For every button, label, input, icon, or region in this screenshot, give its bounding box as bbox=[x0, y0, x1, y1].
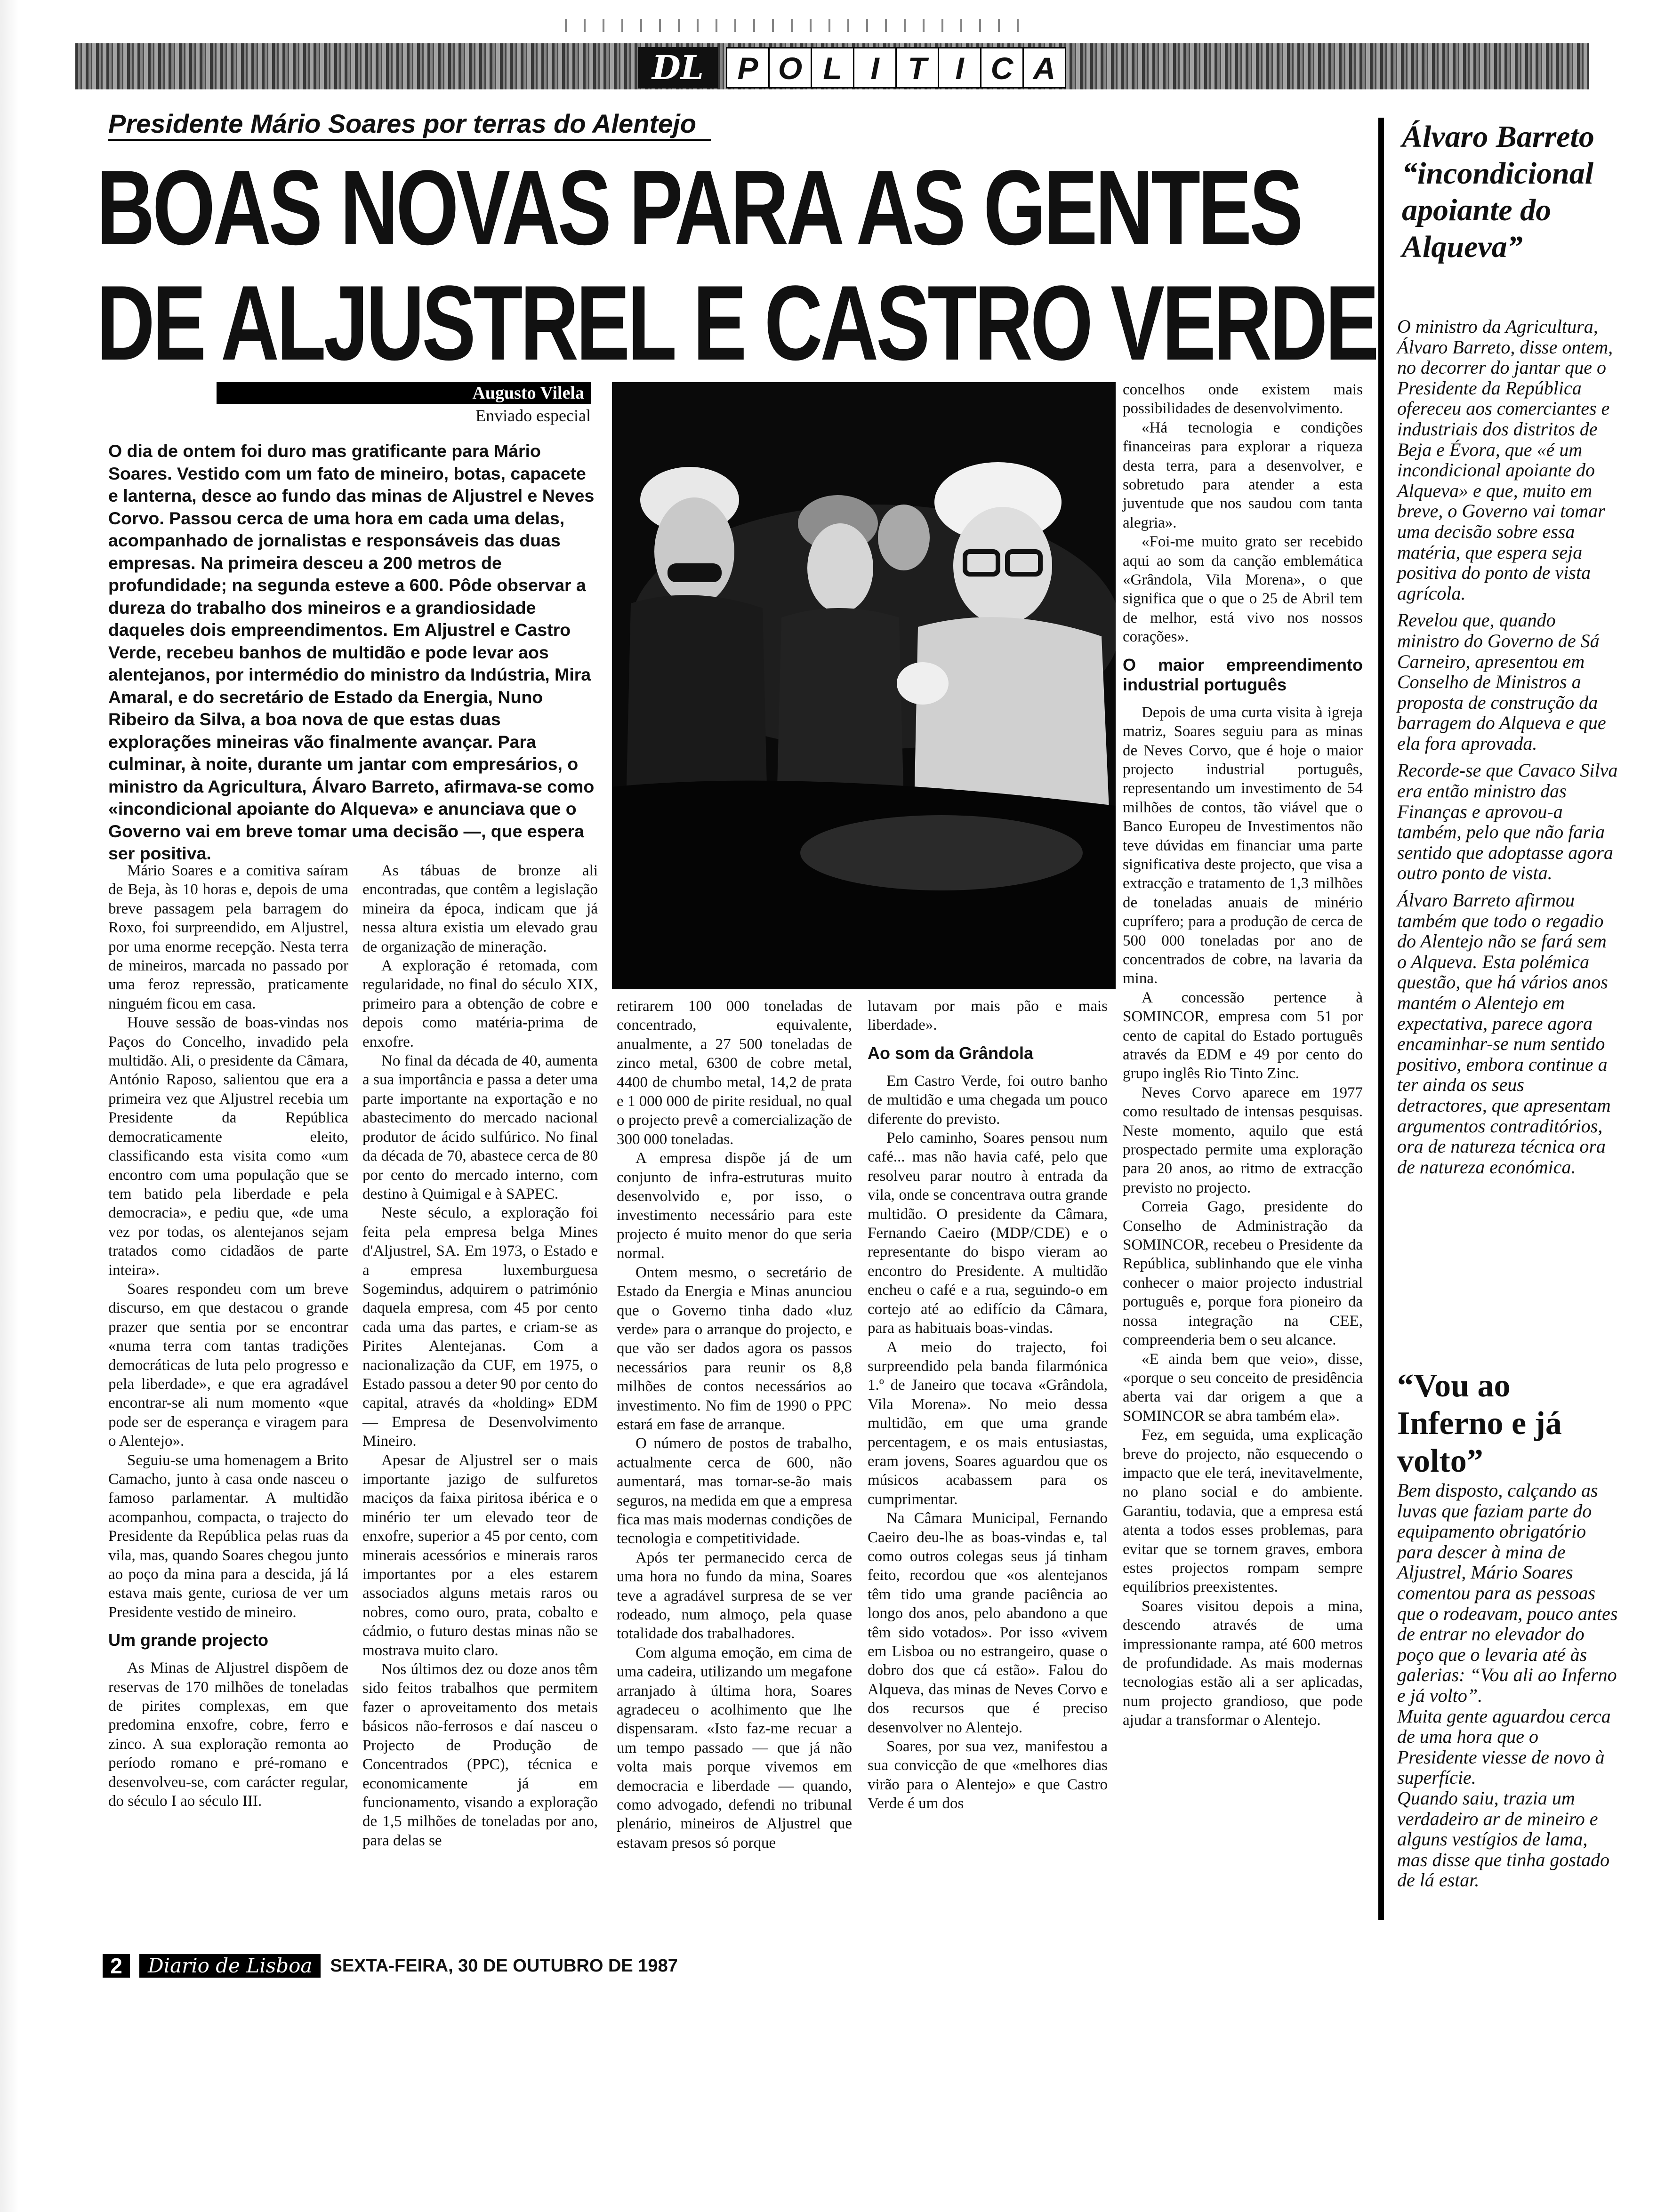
paragraph: «Foi-me muito grato ser recebido aqui ao som da canção emblemática «Grândola, Vila Morena», o que significa que o que o 25 de Abril tem de melhor, está vivo nos nossos corações». bbox=[1123, 533, 1363, 646]
article-column-2 bbox=[362, 861, 598, 1850]
paragraph: A exploração é retomada, com regularidade, no final do século XIX, primeiro para a obtenção de cobre e depois como matéria-prima de enxofre. bbox=[362, 957, 598, 1050]
subheading: Um grande projecto bbox=[108, 1630, 269, 1650]
sidebar-paragraph: O ministro da Agricultura, Álvaro Barreto, disse ontem, no decorrer do jantar que o Presidente da República ofereceu aos comerciantes e industriais dos distritos de Beja e Évora, que «é um incondicional apoiante do Alqueva» e que, muito em breve, o Governo vai tomar uma decisão sobre essa matéria, que espera seja positiva do ponto de vista agrícola. bbox=[1397, 316, 1613, 604]
paragraph: A empresa dispõe já de um conjunto de infra-estruturas muito desenvolvido e, por isso, o investimento necessário para este projecto é muito menor do que seria normal. bbox=[617, 1150, 852, 1262]
paragraph: concelhos onde existem mais possibilidades de desenvolvimento. bbox=[1123, 381, 1363, 417]
paragraph: O número de postos de trabalho, actualmente cerca de 600, não aumentará, mas tornar-se-ão mais seguros, na medida em que a empresa fica mas mais modernas condições de tecnologia e competitividade. bbox=[617, 1435, 852, 1547]
sidebar-body bbox=[1397, 316, 1618, 1184]
section-letter: O bbox=[768, 47, 812, 88]
paragraph: lutavam por mais pão e mais liberdade». bbox=[868, 998, 1108, 1034]
subheading: Ao som da Grândola bbox=[868, 1043, 1034, 1063]
paragraph: No final da década de 40, aumenta a sua importância e passa a deter uma parte importante na exportação e no abastecimento do mercado nacional produtor de ácido sulfúrico. No final da década de 70, abastece cerca de 80 por cento do mercado interno, com destino à Quimigal e à SAPEC. bbox=[362, 1052, 598, 1202]
paragraph: retirarem 100 000 toneladas de concentrado, equivalente, anualmente, a 27 500 toneladas de zinco metal, 6300 de cobre metal, 4400 de chumbo metal, 14,2 de prata e 1 000 000 de pirite residual, no qual o projecto prevê a comercialização de 300 000 toneladas. bbox=[617, 998, 852, 1148]
paragraph: Nos últimos dez ou doze anos têm sido feitos trabalhos que permitem fazer o aproveitamento dos metais básicos não-ferrosos e daí nasceu o Projecto de Produção de Concentrados (PPC), técnica e economicamente já em funcionamento, visando a exploração de 1,5 milhões de toneladas por ano, para delas se bbox=[362, 1661, 598, 1849]
sidebar-quote-body bbox=[1397, 1480, 1618, 1891]
paragraph: «Há tecnologia e condições financeiras para explorar a riqueza desta terra, para a desenvolver, e sobretudo para atender a esta juventude que nos saudou com tanta alegria». bbox=[1123, 419, 1363, 531]
paragraph: As Minas de Aljustrel dispõem de reservas de 170 milhões de toneladas de pirites complexas, em que predomina enxofre, cobre, ferro e zinco. A sua exploração remonta ao período romano e pré-romano e desenvolveu-se, com carácter regular, do século I ao século III. bbox=[108, 1659, 348, 1810]
article-column-1 bbox=[108, 861, 348, 1811]
paragraph: Houve sessão de boas-vindas nos Paços do Concelho, invadido pela multidão. Ali, o presidente da Câmara, António Raposo, salientou que era a primeira vez que Aljustrel recebia um Presidente da República democraticamente eleito, classificando esta visita como «um encontro com uma população que se tem batido pela liberdade e pela democracia», e pediu que, «de uma vez por todas, os alentejanos sejam tratados como cidadãos de parte inteira». bbox=[108, 1014, 348, 1279]
paragraph: Na Câmara Municipal, Fernando Caeiro deu-lhe as boas-vindas e, tal como outros colegas seus já tinham feito, recordou que «os alentejanos têm tido uma grande paciência ao longo dos anos, pelo abandono a que têm sido votados». Por isso «vivem em Lisboa ou no estrangeiro, quase o dobro dos que cá estão». Falou do Alqueva, das minas de Neves Corvo e dos recursos que é preciso desenvolver no Alentejo. bbox=[868, 1510, 1108, 1736]
article-column-4 bbox=[868, 997, 1108, 1813]
paragraph: Ontem mesmo, o secretário de Estado da Energia e Minas anunciou que o Governo tinha dado «luz verde» para o arranque do projecto, e que vão ser dados agora os passos necessários para reunir os 8,8 milhões de contos necessários ao investimento. No fim de 1990 o PPC estará em fase de arranque. bbox=[617, 1264, 852, 1433]
paragraph: Após ter permanecido cerca de uma hora no fundo da mina, Soares teve a agradável surpresa de se ver rodeado, num almoço, pela quase totalidade dos trabalhadores. bbox=[617, 1549, 852, 1643]
headline-line-2: DE ALJUSTREL E CASTRO VERDE bbox=[97, 263, 1377, 382]
paragraph: Fez, em seguida, uma explicação breve do projecto, não esquecendo o impacto que ele terá, inevitavelmente, no plano social e do ambiente. Garantiu, todavia, que a empresa está atenta a todos esses problemas, para evitar que se tornem graves, embora estes projectos rompam sempre equilíbrios preexistentes. bbox=[1123, 1427, 1363, 1596]
lead-paragraph: O dia de ontem foi duro mas gratificante para Mário Soares. Vestido com um fato de mineiro, botas, capacete e lanterna, desce ao fundo das minas de Aljustrel e Neves Corvo. Passou cerca de uma hora em cada uma delas, acompanhado de jornalistas e responsáveis das duas empresas. Na primeira desceu a 200 metros de profundidade; na segunda esteve a 600. Pôde observar a dureza do trabalho dos mineiros e a grandiosidade daqueles dois empreendimentos. Em Aljustrel e Castro Verde, recebeu banhos de multidão e pode levar aos alentejanos, por intermédio do ministro da Indústria, Mira Amaral, e do secretário de Estado da Energia, Nuno Ribeiro da Silva, a boa nova de que estas duas explorações mineiras vão finalmente avançar. Para culminar, à noite, durante um jantar com empresários, o ministro da Agricultura, Álvaro Barreto, afirmava-se como «incondicional apoiante do Alqueva» e anunciava que o Governo vai em breve tomar uma decisão —, que espera ser positiva. bbox=[108, 441, 595, 863]
section-letter: T bbox=[895, 47, 939, 88]
subheading: O maior empreendimento industrial português bbox=[1123, 655, 1363, 694]
section-letter: I bbox=[938, 47, 981, 88]
byline-role: Enviado especial bbox=[475, 406, 591, 425]
sidebar-paragraph: Revelou que, quando ministro do Governo de Sá Carneiro, apresentou em Conselho de Ministros a proposta de construção da barragem do Alqueva e que ela fora aprovada. bbox=[1397, 609, 1606, 754]
section-letter: C bbox=[980, 47, 1024, 88]
article-column-5 bbox=[1123, 380, 1363, 1730]
paragraph: Depois de uma curta visita à igreja matriz, Soares seguiu para as minas de Neves Corvo, que é hoje o maior projecto industrial português, representando um investimento de 54 milhões de contos, tão viável que o Banco Europeu de Investimentos não teve dúvidas em financiar uma parte significativa deste projecto, que visa a extracção e tratamento de 1,3 milhões de toneladas anuais de minério cuprífero; para a produção de cerca de 500 000 toneladas por ano de concentrados de cobre, na lavaria da mina. bbox=[1123, 704, 1363, 987]
kicker: Presidente Mário Soares por terras do Alentejo bbox=[108, 109, 696, 138]
section-letter: L bbox=[811, 47, 854, 88]
sidebar-divider bbox=[1378, 118, 1384, 1920]
paragraph: Soares respondeu com um breve discurso, em que destacou o grande prazer que sentia por se encontrar «numa terra com tantas tradições democráticas de luta pelo progresso e pela liberdade», e que era agradável encontrar-se ali num momento «que pode ser de esperança e viragem para o Alentejo». bbox=[108, 1280, 348, 1450]
headline bbox=[97, 148, 1377, 382]
paragraph: Soares, por sua vez, manifestou a sua convicção de que «melhores dias virão para o Alentejo» e que Castro Verde é um dos bbox=[868, 1738, 1108, 1812]
section-tag-politica bbox=[727, 47, 1066, 88]
paragraph: Seguiu-se uma homenagem a Brito Camacho, junto à casa onde nasceu o famoso parlamentar. A multidão acompanhou, compacta, o trajecto do Presidente da República pelas ruas da vila, mas, quando Soares chegou junto ao poço da mina para a descida, já lá estava mais gente, curiosa de ver um Presidente vestido de mineiro. bbox=[108, 1451, 348, 1621]
paragraph: A meio do trajecto, foi surpreendido pela banda filarmónica 1.º de Janeiro que tocava «Grândola, Vila Morena». No meio dessa multidão, em que uma grande percentagem, e os mais entusiastas, eram jovens, Soares aguardou que os músicos acabassem para os cumprimentar. bbox=[868, 1338, 1108, 1508]
paragraph: Correia Gago, presidente do Conselho de Administração da SOMINCOR, recebeu o Presidente da República, sublinhando que ele vinha conhecer o maior projecto industrial português e, porque fora pioneiro da nossa integração na CEE, compreenderia bem o seu alcance. bbox=[1123, 1198, 1363, 1349]
page-footer bbox=[103, 1954, 678, 1978]
paragraph: Neves Corvo aparece em 1977 como resultado de intensas pesquisas. Neste momento, aquilo que está prospectado permite uma exploração para 20 anos, ao ritmo de extracção previsto no projecto. bbox=[1123, 1084, 1363, 1196]
news-photo-miners bbox=[612, 382, 1116, 989]
paragraph: Neste século, a exploração foi feita pela empresa belga Mines d'Aljustrel, SA. Em 1973, o Estado e a empresa luxemburguesa Sogemindus, adquirem o património daquela empresa, com 45 por cento cada uma das partes, e criam-se as Pirites Alentejanas. Com a nacionalização da CUF, em 1975, o Estado passou a deter 90 por cento do capital, através da «holding» EDM — Empresa de Desenvolvimento Mineiro. bbox=[362, 1204, 598, 1450]
newspaper-name: Diario de Lisboa bbox=[139, 1954, 321, 1978]
paragraph: Com alguma emoção, em cima de uma cadeira, utilizando um megafone arranjado à última hora, Soares agradeceu o acolhimento que lhe dispensaram. «Isto faz-me recuar a um tempo passado — que já não volta mais porque vivemos em democracia e liberdade — quando, como advogado, defendi no tribunal plenário, mineiros de Aljustrel que estavam presos só porque bbox=[617, 1644, 852, 1851]
article-column-3 bbox=[617, 997, 852, 1852]
header-top-rule bbox=[565, 19, 1036, 32]
paragraph: Pelo caminho, Soares pensou num café... mas não havia café, pelo que resolveu parar noutro à entrada da vila, onde se concentrava outra grande multidão. O presidente da Câmara, Fernando Caeiro (MDP/CDE) e o representante do bispo vieram ao encontro do Presidente. A multidão encheu o café e a rua, seguindo-o em cortejo até ao edifício da Câmara, para as habituais boas-vindas. bbox=[868, 1130, 1108, 1337]
section-letter: A bbox=[1022, 47, 1066, 88]
byline-author: Augusto Vilela bbox=[217, 382, 591, 404]
newspaper-logo: DL bbox=[638, 47, 718, 88]
section-letter: P bbox=[726, 47, 770, 88]
sidebar-paragraph: Álvaro Barreto afirmou também que todo o regadio do Alentejo não se fará sem o Alqueva. Esta polémica questão, que há vários anos mantém o Alentejo em expectativa, parece agora encaminhar-se num sentido positivo, embora continue a ter ainda os seus detractores, que apresentam argumentos contraditórios, ora de natureza técnica ora de natureza económica. bbox=[1397, 890, 1611, 1178]
paragraph: As tábuas de bronze ali encontradas, que contêm a legislação mineira da época, indicam que já nessa altura existia um elevado grau de organização de mineração. bbox=[362, 862, 598, 955]
paragraph: «E ainda bem que veio», disse, «porque o seu conceito de presidência aberta vai dar origem a que a SOMINCOR se abra também ela». bbox=[1123, 1350, 1363, 1425]
sidebar-paragraph: Bem disposto, calçando as luvas que faziam parte do equipamento obrigatório para descer à mina de Aljustrel, Mário Soares comentou para as pessoas que o rodeavam, pouco antes de entrar no elevador do poço que o levaria até às galerias: “Vou ali ao Inferno e já volto”. bbox=[1397, 1480, 1618, 1706]
paragraph: A concessão pertence à SOMINCOR, empresa com 51 por cento de capital do Estado português através da EDM e 49 por cento do grupo inglês Rio Tinto Zinc. bbox=[1123, 989, 1363, 1082]
scan-edge bbox=[0, 0, 19, 2212]
paragraph: Mário Soares e a comitiva saíram de Beja, às 10 horas e, depois de uma breve passagem pela barragem do Roxo, foi surpreendido, em Aljustrel, por uma enorme recepção. Nesta terra de mineiros, marcada no passado por uma feroz repressão, praticamente ninguém ficou em casa. bbox=[108, 862, 348, 1012]
kicker-underline bbox=[108, 139, 711, 141]
sidebar-title: Álvaro Barreto “incondicional apoiante do Alqueva” bbox=[1402, 120, 1594, 264]
page-number: 2 bbox=[103, 1954, 130, 1978]
photo-illustration bbox=[612, 382, 1116, 989]
paragraph: Soares visitou depois a mina, descendo através de uma impressionante rampa, até 600 metros de profundidade. As mais modernas tecnologias estão ali a ser aplicadas, num projecto grandioso, que pode ajudar a transformar o Alentejo. bbox=[1123, 1597, 1363, 1729]
section-letter: I bbox=[853, 47, 897, 88]
headline-line-1: BOAS NOVAS PARA AS GENTES bbox=[97, 148, 1301, 267]
issue-date: SEXTA-FEIRA, 30 DE OUTUBRO DE 1987 bbox=[330, 1956, 678, 1976]
sidebar-quote-title: “Vou ao Inferno e já volto” bbox=[1397, 1368, 1562, 1479]
paragraph: Apesar de Aljustrel ser o mais importante jazigo de sulfuretos maciços da faixa piritosa ibérica e o minério ter um elevado teor de enxofre, superior a 45 por cento, com minerais acessórios e minerais raros importantes por a eles estarem associados alguns metais raros ou nobres, como ouro, prata, cobalto e cádmio, o futuro destas minas não se mostrava muito claro. bbox=[362, 1451, 598, 1659]
sidebar-paragraph: Recorde-se que Cavaco Silva era então ministro das Finanças e aprovou-a também, pelo que não faria sentido que adoptasse agora outro ponto de vista. bbox=[1397, 760, 1618, 884]
paragraph: Em Castro Verde, foi outro banho de multidão e uma chegada um pouco diferente do previsto. bbox=[868, 1072, 1108, 1128]
sidebar-paragraph: Quando saiu, trazia um verdadeiro ar de mineiro e alguns vestígios de lama, mas disse que tinha gostado de lá estar. bbox=[1397, 1787, 1610, 1891]
sidebar-paragraph: Muita gente aguardou cerca de uma hora que o Presidente viesse de novo à superfície. bbox=[1397, 1705, 1611, 1788]
